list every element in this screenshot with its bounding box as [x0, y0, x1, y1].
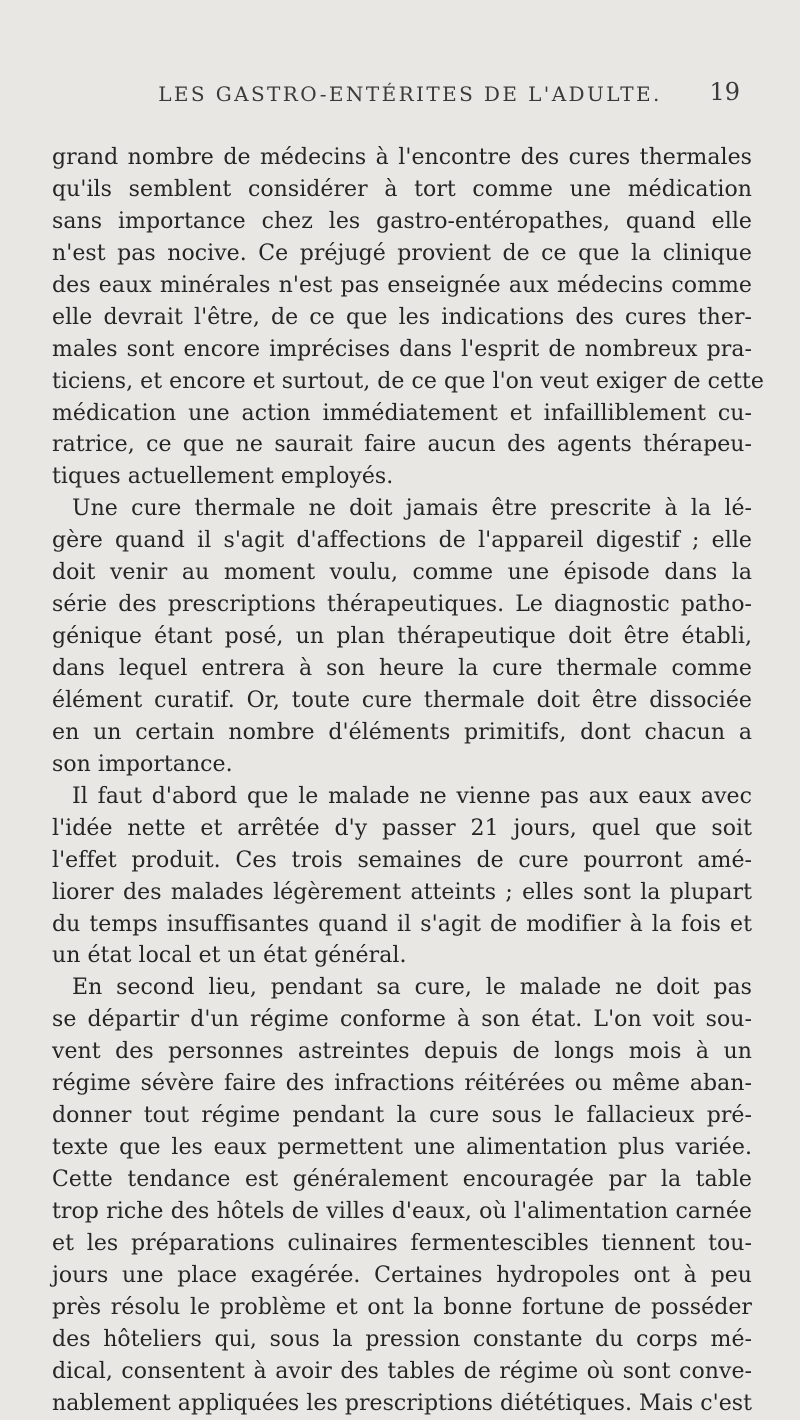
text-line: des eaux minérales n'est pas enseignée aux médecins comme: [52, 272, 752, 298]
text-line: elle devrait l'être, de ce que les indications des cures ther-: [52, 304, 752, 330]
text-line: élément curatif. Or, toute cure thermale doit être dissociée: [52, 687, 752, 713]
text-line: Il faut d'abord que le malade ne vienne pas aux eaux avec: [72, 783, 752, 809]
text-line: trop riche des hôtels de villes d'eaux, où l'alimentation carnée: [52, 1198, 752, 1224]
text-line: males sont encore imprécises dans l'esprit de nombreux pra-: [52, 336, 752, 362]
text-line: qu'ils semblent considérer à tort comme une médication: [52, 176, 752, 202]
text-line: grand nombre de médecins à l'encontre des cures thermales: [52, 145, 752, 170]
text-line: médication une action immédiatement et infailliblement cu-: [52, 400, 752, 426]
text-line: un état local et un état général.: [52, 943, 407, 969]
text-line: l'effet produit. Ces trois semaines de cure pourront amé-: [52, 847, 752, 873]
text-line: se départir d'un régime conforme à son état. L'on voit sou-: [52, 1007, 752, 1033]
text-line: nablement appliquées les prescriptions diététiques. Mais c'est: [52, 1390, 753, 1416]
text-line: ratrice, ce que ne saurait faire aucun des agents thérapeu-: [52, 432, 752, 458]
text-line: liorer des malades légèrement atteints ; elles sont la plupart: [52, 879, 752, 905]
text-line: tiques actuellement employés.: [52, 464, 394, 490]
text-line: Cette tendance est généralement encouragée par la table: [52, 1167, 752, 1192]
text-line: Une cure thermale ne doit jamais être prescrite à la lé-: [72, 496, 752, 522]
text-line: dans lequel entrera à son heure la cure thermale comme: [52, 656, 752, 681]
text-line: l'idée nette et arrêtée d'y passer 21 jours, quel que soit: [52, 815, 752, 841]
text-line: des hôteliers qui, sous la pression constante du corps mé-: [52, 1326, 752, 1352]
text-line: vent des personnes astreintes depuis de longs mois à un: [52, 1039, 752, 1065]
text-line: En second lieu, pendant sa cure, le malade ne doit pas: [72, 975, 752, 1001]
text-line: jours une place exagérée. Certaines hydropoles ont à peu: [52, 1262, 752, 1288]
text-line: doit venir au moment voulu, comme une épisode dans la: [52, 560, 752, 586]
text-line: donner tout régime pendant la cure sous le fallacieux pré-: [52, 1103, 752, 1129]
text-line: gère quand il s'agit d'affections de l'appareil digestif ; elle: [52, 528, 752, 554]
running-head: [0, 78, 800, 108]
running-title: LES GASTRO-ENTÉRITES DE L'ADULTE.: [158, 82, 662, 106]
text-line: en un certain nombre d'éléments primitifs, dont chacun a: [52, 719, 752, 745]
text-line: et les préparations culinaires fermentescibles tiennent tou-: [52, 1230, 752, 1256]
body-text: [52, 142, 764, 1420]
text-line: près résolu le problème et ont la bonne fortune de posséder: [52, 1294, 752, 1320]
text-line: du temps insuffisantes quand il s'agit de modifier à la fois et: [52, 911, 752, 937]
text-line: régime sévère faire des infractions réitérées ou même aban-: [52, 1071, 752, 1097]
text-line: ticiens, et encore et surtout, de ce que l'on veut exiger de cette: [52, 368, 764, 394]
page-number: 19: [709, 78, 740, 106]
text-line: série des prescriptions thérapeutiques. Le diagnostic patho-: [52, 592, 752, 618]
text-line: son importance.: [52, 751, 233, 777]
text-line: sans importance chez les gastro-entéropathes, quand elle: [52, 208, 752, 234]
text-line: n'est pas nocive. Ce préjugé provient de ce que la clinique: [52, 240, 752, 266]
text-line: dical, consentent à avoir des tables de régime où sont conve-: [52, 1358, 752, 1384]
text-line: génique étant posé, un plan thérapeutique doit être établi,: [52, 624, 752, 650]
text-line: texte que les eaux permettent une alimentation plus variée.: [52, 1135, 752, 1161]
